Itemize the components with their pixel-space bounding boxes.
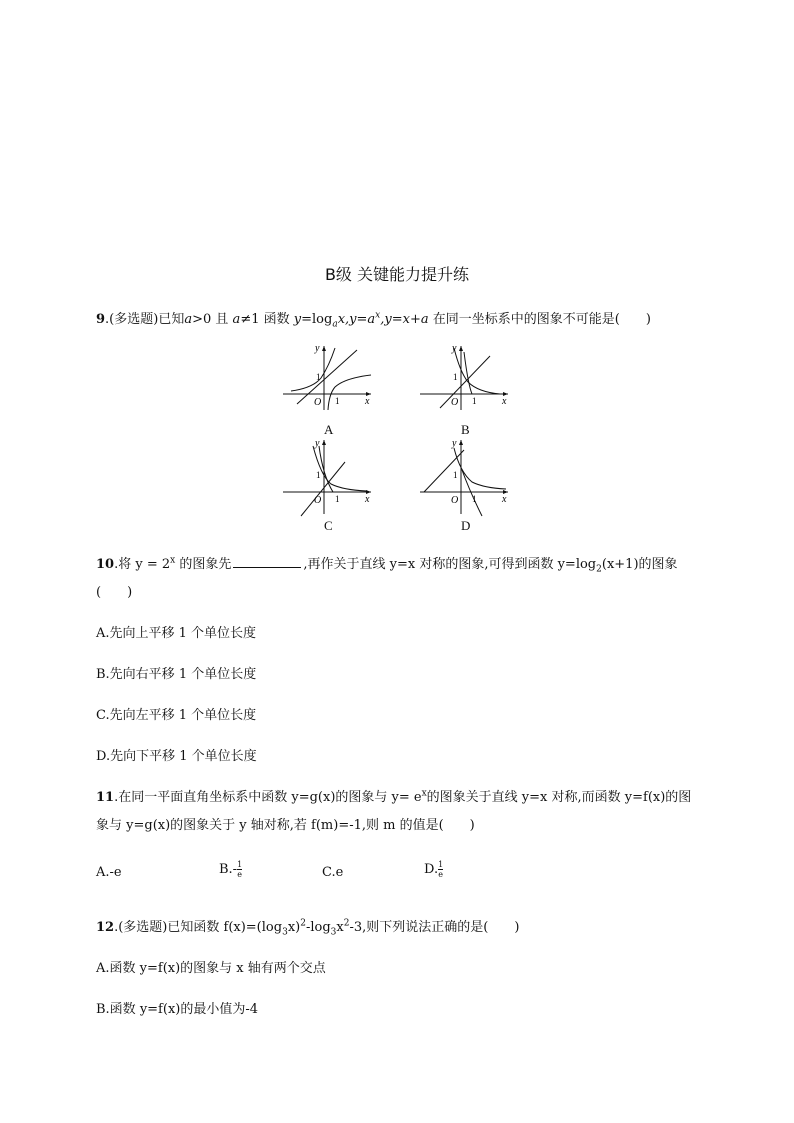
question-text: x [421, 788, 427, 799]
origin-label: O [451, 495, 459, 506]
log-curve [462, 470, 482, 516]
question-text: ,y [345, 312, 357, 327]
line-curve [301, 462, 345, 516]
question-text: 已知函数 f(x)=(log [167, 920, 283, 935]
question-text: (x+1)的图象 [601, 557, 678, 572]
origin-label: O [314, 397, 322, 408]
question-text: 的图象关于直线 y=x 对称,而函数 y=f(x)的图 [426, 790, 692, 805]
question-text: 2 [343, 918, 350, 929]
exp-curve [454, 448, 506, 489]
option-a[interactable]: A.-e [96, 865, 122, 880]
question-text: =x+a [391, 312, 429, 327]
denominator: e [438, 870, 443, 879]
graph-c [283, 436, 373, 518]
question-number: 9 [96, 312, 106, 327]
y-axis-arrow [459, 346, 463, 351]
y-axis-label: y [315, 438, 320, 449]
fraction [237, 860, 242, 879]
question-text: y [293, 312, 302, 327]
tick-1-x: 1 [472, 396, 477, 406]
option-b[interactable] [219, 860, 242, 879]
origin-label: O [451, 397, 459, 408]
option-a[interactable]: A.先向上平移 1 个单位长度 [96, 626, 257, 641]
y-axis-label: y [452, 343, 457, 354]
question-text: =log [301, 312, 333, 327]
question-number: 10 [96, 557, 115, 572]
question-text: -3,则下列说法正确的是( ) [349, 920, 520, 935]
y-axis-label: y [315, 343, 320, 354]
question-text: 2 [596, 564, 602, 575]
tick-1-x: 1 [335, 396, 340, 406]
option-d[interactable]: D.先向下平移 1 个单位长度 [96, 749, 257, 764]
question-11-line2: 象与 y=g(x)的图象关于 y 轴对称,若 f(m)=-1,则 m 的值是( ) [96, 818, 475, 833]
tick-1-y: 1 [453, 470, 458, 480]
denominator: e [237, 870, 242, 879]
graph-b-label: B [461, 422, 470, 437]
question-text: .在同一平面直角坐标系中函数 y=g(x)的图象与 y= e [114, 790, 422, 805]
x-axis-label: x [502, 494, 507, 505]
tick-1-y: 1 [316, 470, 321, 480]
question-text: x) [287, 920, 301, 935]
question-tag: .(多选题) [105, 312, 159, 327]
question-text: 2 [300, 918, 306, 929]
tick-1-x: 1 [472, 494, 477, 504]
section-title: B级 关键能力提升练 [324, 265, 470, 284]
line-curve [297, 350, 357, 404]
question-text: 3 [282, 927, 288, 938]
log-curve [464, 352, 472, 394]
question-text: ,再作关于直线 y=x 对称的图象,可得到函数 y=log [303, 557, 597, 572]
question-text: x [170, 555, 176, 566]
question-text: x [337, 312, 346, 327]
y-axis-arrow [459, 440, 463, 445]
question-text: 的图象先 [175, 557, 232, 572]
option-c[interactable]: C.e [322, 865, 344, 880]
question-9 [96, 308, 651, 330]
exp-curve [291, 348, 335, 391]
question-text: x [336, 920, 344, 935]
question-12 [96, 916, 519, 938]
question-text: .将 y = 2 [114, 557, 171, 572]
question-10 [96, 553, 678, 575]
question-text: a [332, 319, 338, 330]
answer-paren: ( ) [96, 585, 133, 600]
option-a[interactable]: A.函数 y=f(x)的图象与 x 轴有两个交点 [96, 961, 326, 976]
tick-1-y: 1 [453, 372, 458, 382]
y-axis-arrow [322, 346, 326, 351]
graph-d [420, 436, 510, 518]
question-text: ,y [380, 312, 392, 327]
question-text: 在同一坐标系中的图象不可能是( ) [428, 312, 651, 327]
fraction [438, 860, 443, 879]
question-tag: .(多选题) [114, 920, 168, 935]
question-text: a [184, 312, 193, 327]
option-text: B.- [219, 862, 238, 877]
answer-blank[interactable] [233, 555, 301, 568]
question-text: a [232, 312, 241, 327]
graph-a-label: A [324, 422, 334, 437]
line-curve [424, 450, 464, 492]
graph-c-label: C [324, 518, 333, 533]
question-number: 12 [96, 920, 115, 935]
origin-label: O [314, 495, 322, 506]
question-number: 11 [96, 790, 115, 805]
question-text: >0 且 [192, 312, 233, 327]
option-text: D. [424, 862, 439, 877]
y-axis-label: y [452, 438, 457, 449]
graph-d-label: D [461, 518, 471, 533]
question-text: =a [356, 312, 376, 327]
graph-a [283, 342, 373, 410]
question-11 [96, 786, 691, 805]
question-text: 3 [330, 927, 337, 938]
question-text: 已知 [158, 312, 185, 327]
question-text: x [375, 310, 381, 321]
tick-1-y: 1 [316, 372, 321, 382]
question-text: -log [305, 920, 331, 935]
tick-1-x: 1 [335, 494, 340, 504]
line-curve [440, 356, 490, 408]
numerator: 1 [237, 860, 243, 869]
y-axis-arrow [322, 440, 326, 445]
graph-b [420, 342, 510, 410]
question-text: ≠1 函数 [240, 312, 294, 327]
option-d[interactable] [424, 860, 443, 879]
option-c[interactable]: C.先向左平移 1 个单位长度 [96, 708, 257, 723]
option-b[interactable]: B.先向右平移 1 个单位长度 [96, 667, 257, 682]
numerator: 1 [438, 860, 444, 869]
x-axis-label: x [502, 396, 507, 407]
x-axis-label: x [365, 494, 370, 505]
x-axis-label: x [365, 396, 370, 407]
option-b[interactable]: B.函数 y=f(x)的最小值为-4 [96, 1002, 259, 1017]
